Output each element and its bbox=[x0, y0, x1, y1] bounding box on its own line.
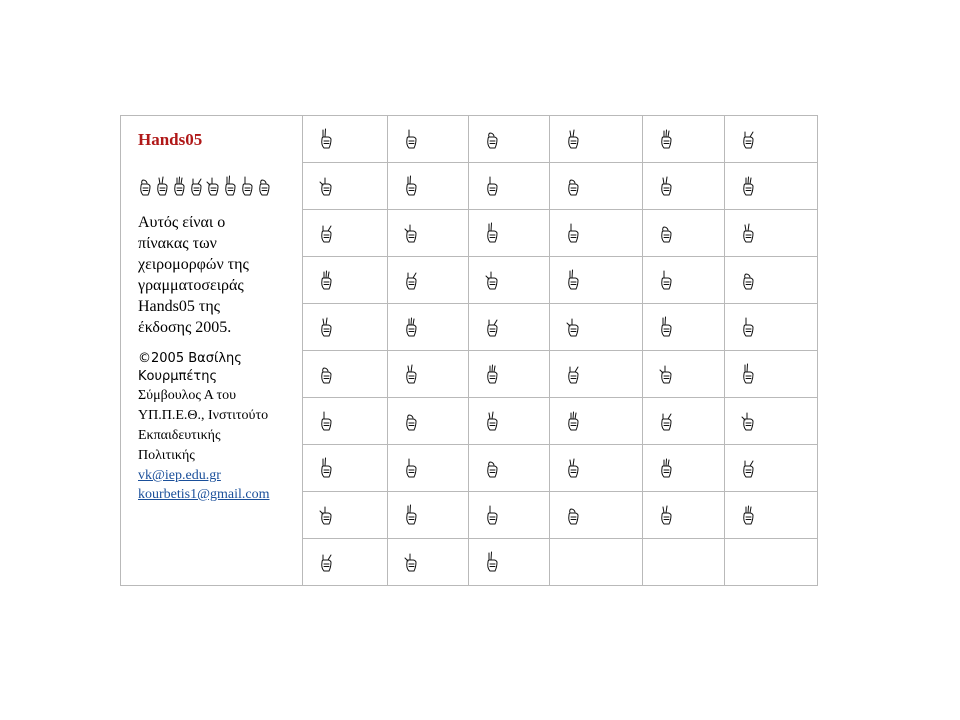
hand-sign-icon bbox=[741, 316, 755, 338]
handshape-cell bbox=[469, 398, 550, 445]
handshape-cell bbox=[643, 257, 725, 304]
handshape-cell bbox=[725, 257, 818, 304]
handshape-cell bbox=[725, 210, 818, 257]
hand-sign-icon bbox=[319, 269, 333, 291]
handshape-cell bbox=[643, 163, 725, 210]
handshape-cell bbox=[725, 304, 818, 351]
role-line: Εκπαιδευτικής bbox=[138, 428, 221, 443]
hand-sign-icon bbox=[404, 551, 418, 573]
handshape-cell bbox=[725, 445, 818, 492]
role-line: ΥΠ.Π.Ε.Θ., Ινστιτούτο bbox=[138, 408, 269, 423]
hand-sign-icon bbox=[155, 174, 169, 198]
handshape-cell bbox=[388, 163, 469, 210]
handshape-cell bbox=[388, 351, 469, 398]
handshape-cell bbox=[550, 304, 643, 351]
hand-sign-icon bbox=[485, 504, 499, 526]
handshape-cell bbox=[388, 492, 469, 539]
hand-sign-icon bbox=[189, 174, 203, 198]
hand-sign-icon bbox=[240, 174, 254, 198]
description bbox=[138, 212, 288, 338]
info-panel bbox=[121, 116, 303, 586]
email-link-iep[interactable]: vk@iep.edu.gr bbox=[138, 468, 221, 483]
hand-sign-icon bbox=[404, 222, 418, 244]
handshape-cell bbox=[469, 304, 550, 351]
handshape-cell bbox=[550, 398, 643, 445]
handshape-cell bbox=[725, 398, 818, 445]
hand-sign-icon bbox=[206, 174, 220, 198]
handshape-cell bbox=[303, 445, 388, 492]
description-line: πίνακας των bbox=[138, 235, 217, 252]
hand-sign-icon bbox=[485, 551, 499, 573]
font-title: Hands05 bbox=[138, 130, 203, 149]
hand-sign-icon bbox=[319, 316, 333, 338]
hand-sign-icon bbox=[566, 175, 580, 197]
author-name: Κουρμπέτης bbox=[138, 369, 218, 384]
hand-sign-icon bbox=[485, 457, 499, 479]
email-link-gmail[interactable]: kourbetis1@gmail.com bbox=[138, 487, 270, 502]
handshape-cell bbox=[725, 116, 818, 163]
hand-sign-icon bbox=[404, 269, 418, 291]
description-line: Αυτός είναι ο bbox=[138, 214, 226, 231]
handshape-cell bbox=[643, 445, 725, 492]
hand-sign-icon bbox=[319, 175, 333, 197]
hand-sign-icon bbox=[404, 410, 418, 432]
table-row bbox=[121, 116, 818, 163]
hand-sign-icon bbox=[659, 128, 673, 150]
hand-sign-icon bbox=[566, 410, 580, 432]
copyright-line: ©2005 Βασίλης bbox=[138, 351, 242, 366]
role-line: Σύμβουλος Α του bbox=[138, 388, 237, 403]
description-line: γραμματοσειράς bbox=[138, 277, 244, 294]
handshape-cell bbox=[388, 445, 469, 492]
handshape-cell bbox=[725, 539, 818, 586]
handshape-cell bbox=[303, 351, 388, 398]
handshape-cell bbox=[550, 492, 643, 539]
handshape-cell bbox=[725, 492, 818, 539]
hand-sign-icon bbox=[741, 269, 755, 291]
hand-sign-icon bbox=[659, 504, 673, 526]
handshape-cell bbox=[469, 492, 550, 539]
hand-sign-icon bbox=[404, 504, 418, 526]
hand-sign-icon bbox=[257, 174, 271, 198]
hand-sign-icon bbox=[659, 316, 673, 338]
handshape-cell bbox=[550, 163, 643, 210]
hand-sign-icon bbox=[566, 222, 580, 244]
handshape-cell bbox=[388, 210, 469, 257]
hand-sign-icon bbox=[485, 175, 499, 197]
handshape-cell bbox=[550, 539, 643, 586]
hand-sign-icon bbox=[172, 174, 186, 198]
author-role bbox=[138, 386, 302, 466]
handshape-cell bbox=[643, 351, 725, 398]
handshape-cell bbox=[469, 210, 550, 257]
handshape-cell bbox=[303, 116, 388, 163]
hand-sign-icon bbox=[319, 410, 333, 432]
hand-sign-icon bbox=[566, 269, 580, 291]
hand-sign-icon bbox=[319, 504, 333, 526]
hand-sign-icon bbox=[566, 504, 580, 526]
hand-sign-icon bbox=[566, 128, 580, 150]
hand-sign-icon bbox=[741, 128, 755, 150]
handshape-cell bbox=[643, 116, 725, 163]
handshape-cell bbox=[303, 539, 388, 586]
handshape-cell bbox=[469, 257, 550, 304]
handshape-cell bbox=[469, 163, 550, 210]
handshape-cell bbox=[303, 210, 388, 257]
handshape-table bbox=[120, 115, 818, 586]
hand-sign-icon bbox=[485, 316, 499, 338]
handshape-cell bbox=[643, 492, 725, 539]
hand-sign-icon bbox=[319, 222, 333, 244]
handshape-cell bbox=[303, 398, 388, 445]
handshape-cell bbox=[388, 304, 469, 351]
sample-glyph-strip bbox=[138, 168, 302, 198]
hand-sign-icon bbox=[741, 175, 755, 197]
copyright bbox=[138, 350, 302, 386]
handshape-cell bbox=[550, 116, 643, 163]
hand-sign-icon bbox=[659, 175, 673, 197]
hand-sign-icon bbox=[485, 269, 499, 291]
handshape-cell bbox=[303, 304, 388, 351]
handshape-cell bbox=[550, 351, 643, 398]
handshape-cell bbox=[643, 304, 725, 351]
hand-sign-icon bbox=[485, 222, 499, 244]
handshape-cell bbox=[550, 257, 643, 304]
handshape-cell bbox=[725, 351, 818, 398]
handshape-cell bbox=[550, 445, 643, 492]
description-line: έκδοσης 2005. bbox=[138, 319, 232, 336]
hand-sign-icon bbox=[566, 363, 580, 385]
handshape-cell bbox=[303, 163, 388, 210]
handshape-cell bbox=[469, 445, 550, 492]
handshape-cell bbox=[643, 398, 725, 445]
hand-sign-icon bbox=[404, 316, 418, 338]
handshape-cell bbox=[388, 398, 469, 445]
handshape-cell bbox=[388, 116, 469, 163]
handshape-cell bbox=[469, 351, 550, 398]
hand-sign-icon bbox=[659, 363, 673, 385]
handshape-cell bbox=[469, 539, 550, 586]
handshape-cell bbox=[643, 539, 725, 586]
handshape-cell bbox=[725, 163, 818, 210]
hand-sign-icon bbox=[485, 410, 499, 432]
hand-sign-icon bbox=[659, 269, 673, 291]
description-line: χειρομορφών της bbox=[138, 256, 249, 273]
hand-sign-icon bbox=[319, 363, 333, 385]
hand-sign-icon bbox=[741, 410, 755, 432]
hand-sign-icon bbox=[741, 363, 755, 385]
hand-sign-icon bbox=[741, 457, 755, 479]
hand-sign-icon bbox=[566, 316, 580, 338]
handshape-cell bbox=[303, 257, 388, 304]
hand-sign-icon bbox=[485, 363, 499, 385]
handshape-cell bbox=[388, 539, 469, 586]
handshape-cell bbox=[550, 210, 643, 257]
handshape-cell bbox=[643, 210, 725, 257]
hand-sign-icon bbox=[741, 222, 755, 244]
hand-sign-icon bbox=[319, 457, 333, 479]
hand-sign-icon bbox=[223, 174, 237, 198]
handshape-cell bbox=[303, 492, 388, 539]
hand-sign-icon bbox=[404, 457, 418, 479]
hand-sign-icon bbox=[741, 504, 755, 526]
role-line: Πολιτικής bbox=[138, 448, 195, 463]
hand-sign-icon bbox=[659, 457, 673, 479]
hand-sign-icon bbox=[404, 128, 418, 150]
hand-sign-icon bbox=[319, 128, 333, 150]
handshape-cell bbox=[469, 116, 550, 163]
hand-sign-icon bbox=[659, 222, 673, 244]
hand-sign-icon bbox=[659, 410, 673, 432]
hand-sign-icon bbox=[138, 174, 152, 198]
hand-sign-icon bbox=[319, 551, 333, 573]
handshape-cell bbox=[388, 257, 469, 304]
hand-sign-icon bbox=[485, 128, 499, 150]
hand-sign-icon bbox=[404, 175, 418, 197]
description-line: Hands05 της bbox=[138, 298, 221, 315]
hand-sign-icon bbox=[566, 457, 580, 479]
hand-sign-icon bbox=[404, 363, 418, 385]
